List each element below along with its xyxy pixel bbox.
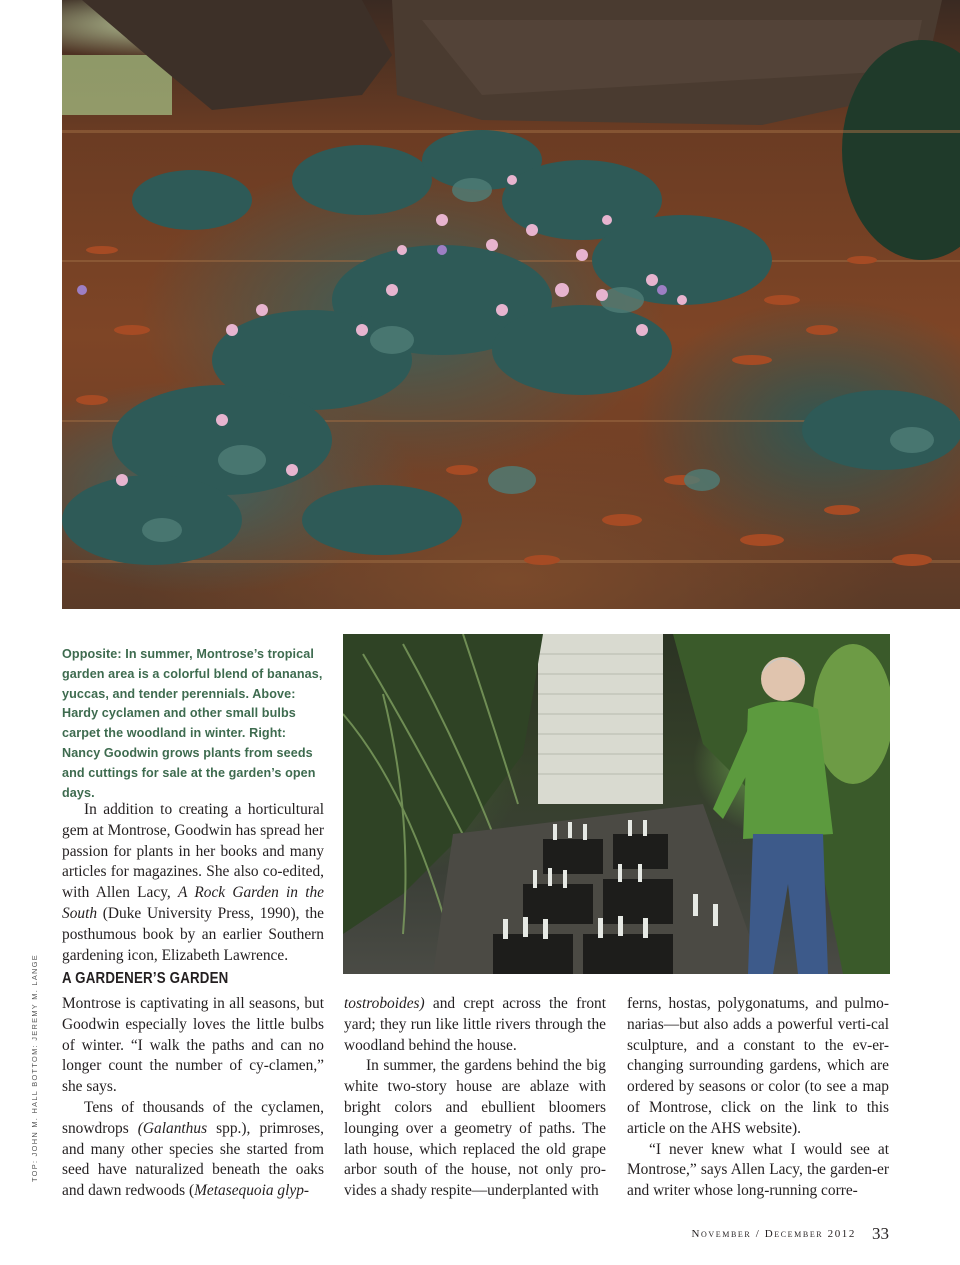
intro-text-a: In addition to creating a horticultural gem at Montrose, Goodwin has spread her passion for plants in her books and many articles for magazines. She also co-edited, with Allen Lacy,: [62, 801, 324, 902]
intro-text-b: (Duke University Press, 1990), the posthumous book by an earlier Southern gardening icon, Elizabeth Lawrence.: [62, 904, 324, 964]
body-column-3: [627, 994, 889, 1202]
col3-paragraph-1: ferns, hostas, polygonatums, and pulmo-narias—but also adds a powerful verti-cal sculpture, and a constant to the ev-er-changing surrounding gardens, which are ordered by seasons or color (to see a map of Montrose, click on the link to this article on the AHS website).: [627, 995, 889, 1137]
cyclamen-photo-art: [62, 0, 960, 609]
section-subhead: A GARDENER’S GARDEN: [62, 970, 229, 987]
page-number: 33: [872, 1224, 889, 1243]
intro-column: [62, 800, 324, 966]
col1-paragraph-2: [62, 1098, 324, 1202]
col1-paragraph-1: Montrose is captivating in all seasons, but Goodwin especially loves the little bulbs of winter. “I walk the paths and can no longer count the number of cy-clamen,” she says.: [62, 995, 324, 1096]
col2-text: and crept across the front yard; they run like little rivers through the woodland behind the house.: [344, 995, 606, 1054]
book-title: A Rock Garden in the South: [62, 884, 325, 922]
col3-paragraph-2: “I never knew what I would see at Montrose,” says Allen Lacy, the garden-er and writer whose long-running corre-: [627, 1140, 889, 1200]
body-column-1: [62, 994, 324, 1202]
col1-text-b: spp.), primroses, and many other species she started from seed have naturalized beneath the oaks and dawn redwoods (: [62, 1119, 324, 1200]
col1-italic-metasequoia: Metasequoia glyp-: [194, 1182, 310, 1200]
col2-italic-species: tostroboides): [344, 995, 425, 1012]
col1-text-a: Tens of thousands of the cyclamen, snowdrops: [62, 1098, 324, 1137]
photo-caption: Opposite: In summer, Montrose’s tropical garden area is a colorful blend of bananas, yuccas, and tender perennials. Above: Hardy cyclamen and other small bulbs carpet the woodland in winter. Right: Nancy Goodwin grows plants from seeds and cuttings for sale at the garden’s open days.: [62, 647, 323, 800]
cyclamen-woodland-photo: [62, 0, 960, 609]
col2-paragraph-2: In summer, the gardens behind the big white two-story house are ablaze with bright colors and ebullient bloomers lounging over a geometry of paths. The lath house, which replaced the old grape arbor south of the house, not only pro-vides a shady respite—underplanted with: [344, 1057, 606, 1200]
photo-credit: TOP: JOHN M. HALL BOTTOM: JEREMY M. LANGE: [30, 954, 39, 1182]
greenhouse-photo-art: [343, 634, 890, 974]
intro-paragraph: [62, 800, 324, 966]
body-column-2: [344, 994, 606, 1202]
greenhouse-gardener-photo: [343, 634, 890, 974]
col1-italic-galanthus: (Galanthus: [137, 1119, 208, 1137]
issue-date: November / December 2012: [691, 1228, 856, 1240]
col2-paragraph-1: [344, 994, 606, 1056]
